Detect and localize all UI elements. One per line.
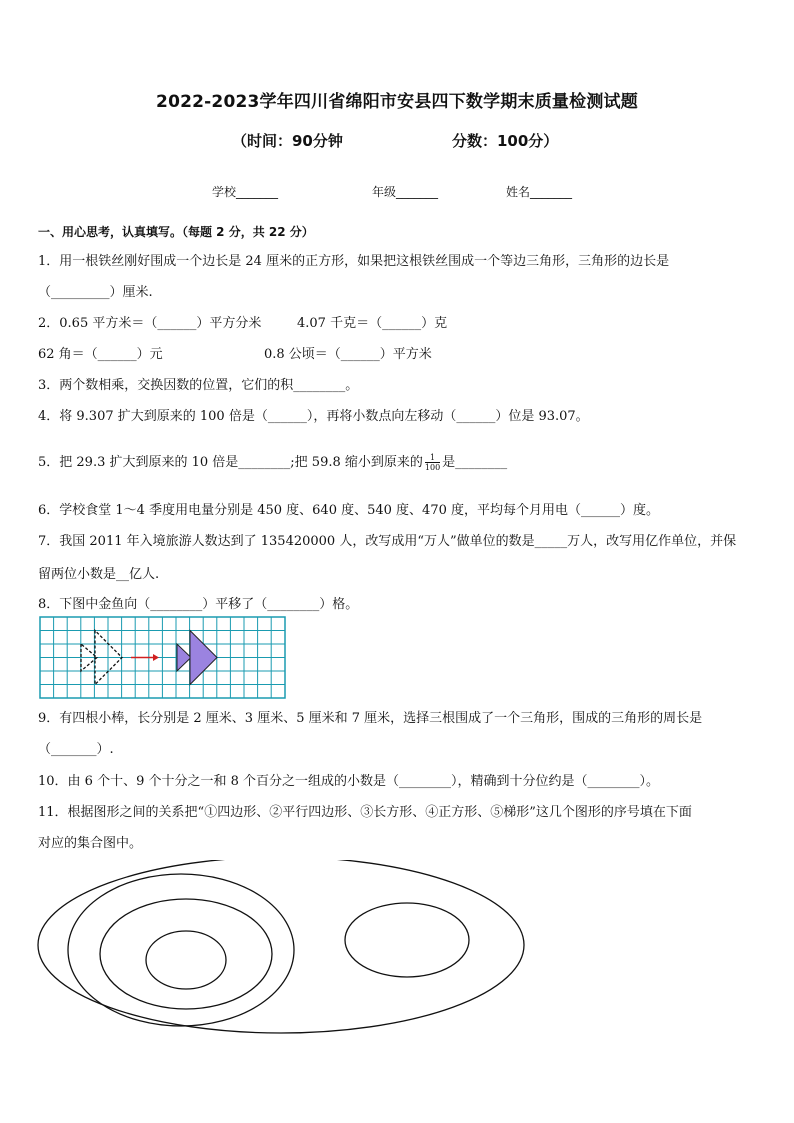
fish-grid-figure [39, 616, 287, 700]
question-11-line-1: 11．根据图形之间的关系把“①四边形、②平行四边形、③长方形、④正方形、⑤梯形”这几个图形的序号填在下面 [38, 805, 692, 820]
question-1-line-2: （_________）厘米. [38, 285, 153, 300]
question-2-part-c: 62 角＝（______）元 [38, 347, 163, 362]
question-11-line-2: 对应的集合图中。 [38, 836, 143, 851]
score-label: 分数：100分） [452, 132, 559, 150]
fraction-one-hundredth: $\frac{1}{100}$ [424, 453, 441, 472]
question-2-part-a: 2．0.65 平方米＝（______）平方分米 [38, 316, 262, 331]
set-ellipse-level-2 [68, 874, 294, 1026]
question-2-part-d: 0.8 公顷＝（______）平方米 [264, 347, 432, 362]
section-heading: 一、用心思考，认真填写。（每题 2 分，共 22 分） [38, 225, 314, 239]
question-9-line-2: （_______）. [38, 742, 114, 757]
question-5-after: 是________ [442, 455, 508, 470]
question-5-before: 5．把 29.3 扩大到原来的 10 倍是________;把 59.8 缩小到原来的 [38, 455, 423, 470]
question-7-line-1: 7．我国 2011 年入境旅游人数达到了 135420000 人，改写成用“万人”做单位的数是_____万人，改写用亿作单位，并保 [38, 534, 737, 549]
fish-translated [177, 631, 217, 685]
set-diagram [36, 860, 531, 1038]
set-ellipse-inner [146, 931, 226, 989]
question-4: 4．将 9.307 扩大到原来的 100 倍是（______），再将小数点向左移动（______）位是 93.07。 [38, 409, 589, 424]
name-field: 姓名_______ [506, 185, 573, 199]
page-title: 2022-2023学年四川省绵阳市安县四下数学期末质量检测试题 [156, 92, 638, 112]
set-ellipse-level-3 [100, 899, 272, 1009]
set-outer-ellipse [38, 860, 524, 1033]
question-6: 6．学校食堂 1～4 季度用电量分别是 450 度、640 度、540 度、470 度，平均每个月用电（______）度。 [38, 503, 659, 518]
grid [40, 617, 285, 698]
question-5 [38, 451, 507, 472]
question-9-line-1: 9．有四根小棒，长分别是 2 厘米、3 厘米、5 厘米和 7 厘米，选择三根围成了一个三角形，围成的三角形的周长是 [38, 711, 703, 726]
question-8: 8．下图中金鱼向（________）平移了（________）格。 [38, 597, 359, 612]
grade-field: 年级_______ [372, 185, 439, 199]
question-1-line-1: 1．用一根铁丝刚好围成一个边长是 24 厘米的正方形，如果把这根铁丝围成一个等边三角形，三角形的边长是 [38, 254, 670, 269]
question-3: 3．两个数相乘，交换因数的位置，它们的积________。 [38, 378, 359, 393]
question-2-part-b: 4.07 千克＝（______）克 [297, 316, 448, 331]
school-field: 学校_______ [212, 185, 279, 199]
set-ellipse-right [345, 903, 469, 977]
question-7-line-2: 留两位小数是__亿人. [38, 567, 160, 582]
time-label: （时间：90分钟 [232, 132, 343, 150]
question-10: 10．由 6 个十、9 个十分之一和 8 个百分之一组成的小数是（________），精确到十分位约是（________）。 [38, 774, 660, 789]
